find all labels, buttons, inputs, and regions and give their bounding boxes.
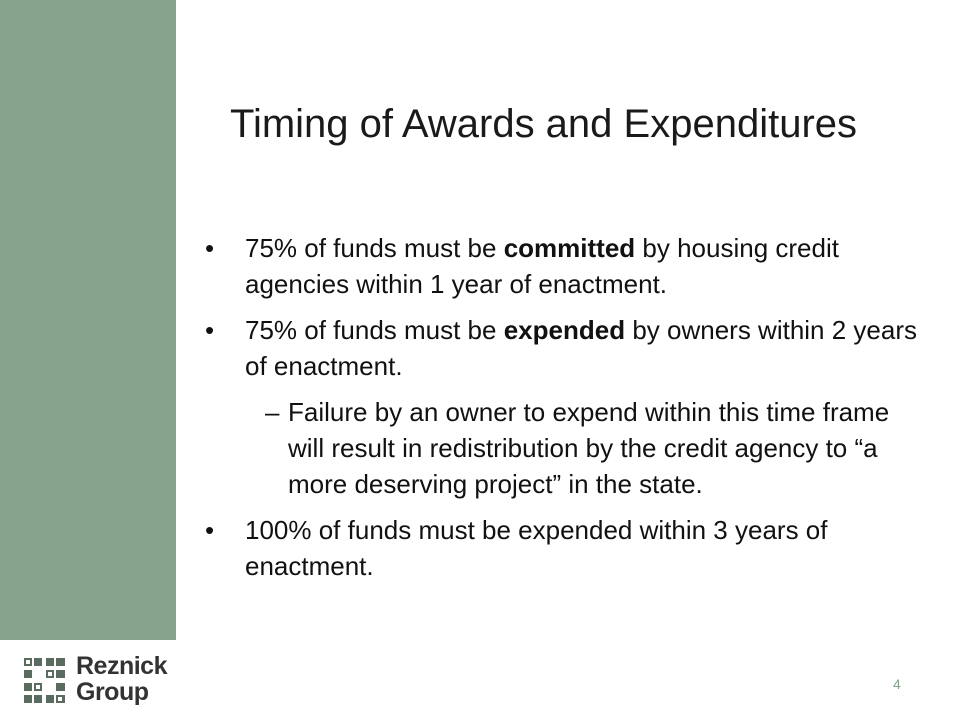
slide-title: Timing of Awards and Expenditures: [230, 102, 858, 146]
bullet-item-2: [205, 312, 925, 384]
bullet-text-pre: 75% of funds must be: [245, 315, 504, 345]
page-number: 4: [893, 676, 901, 692]
sub-bullet-marker: –: [265, 397, 280, 427]
bullet-marker: •: [205, 233, 215, 263]
bullet-text-bold: committed: [503, 233, 636, 263]
sidebar-band: [0, 0, 176, 640]
bullet-item-1: [205, 230, 925, 302]
logo-line-2: Group: [76, 678, 149, 706]
bullet-text: 100% of funds must be expended within 3 years of enactment.: [245, 515, 828, 581]
logo-grid-icon: [22, 656, 68, 706]
bullet-item-3: [205, 512, 925, 584]
bullet-marker: •: [205, 515, 215, 545]
bullet-text-pre: 75% of funds must be: [245, 233, 504, 263]
slide-body: [205, 230, 925, 594]
bullet-text-post: by owners within 2 years of enactment.: [245, 315, 917, 381]
sub-bullet-item: [205, 394, 925, 502]
bullet-text-bold: expended: [503, 315, 626, 345]
bullet-marker: •: [205, 315, 215, 345]
logo-wordmark: [76, 653, 167, 705]
reznick-group-logo: [22, 653, 182, 709]
sub-bullet-text: Failure by an owner to expend within this time frame will result in redistribution by the credit agency to “a more deserving project” in the state.: [288, 397, 890, 499]
logo-line-1: Reznick: [76, 652, 167, 680]
bullet-text-post: by housing credit agencies within 1 year of enactment.: [245, 233, 839, 299]
